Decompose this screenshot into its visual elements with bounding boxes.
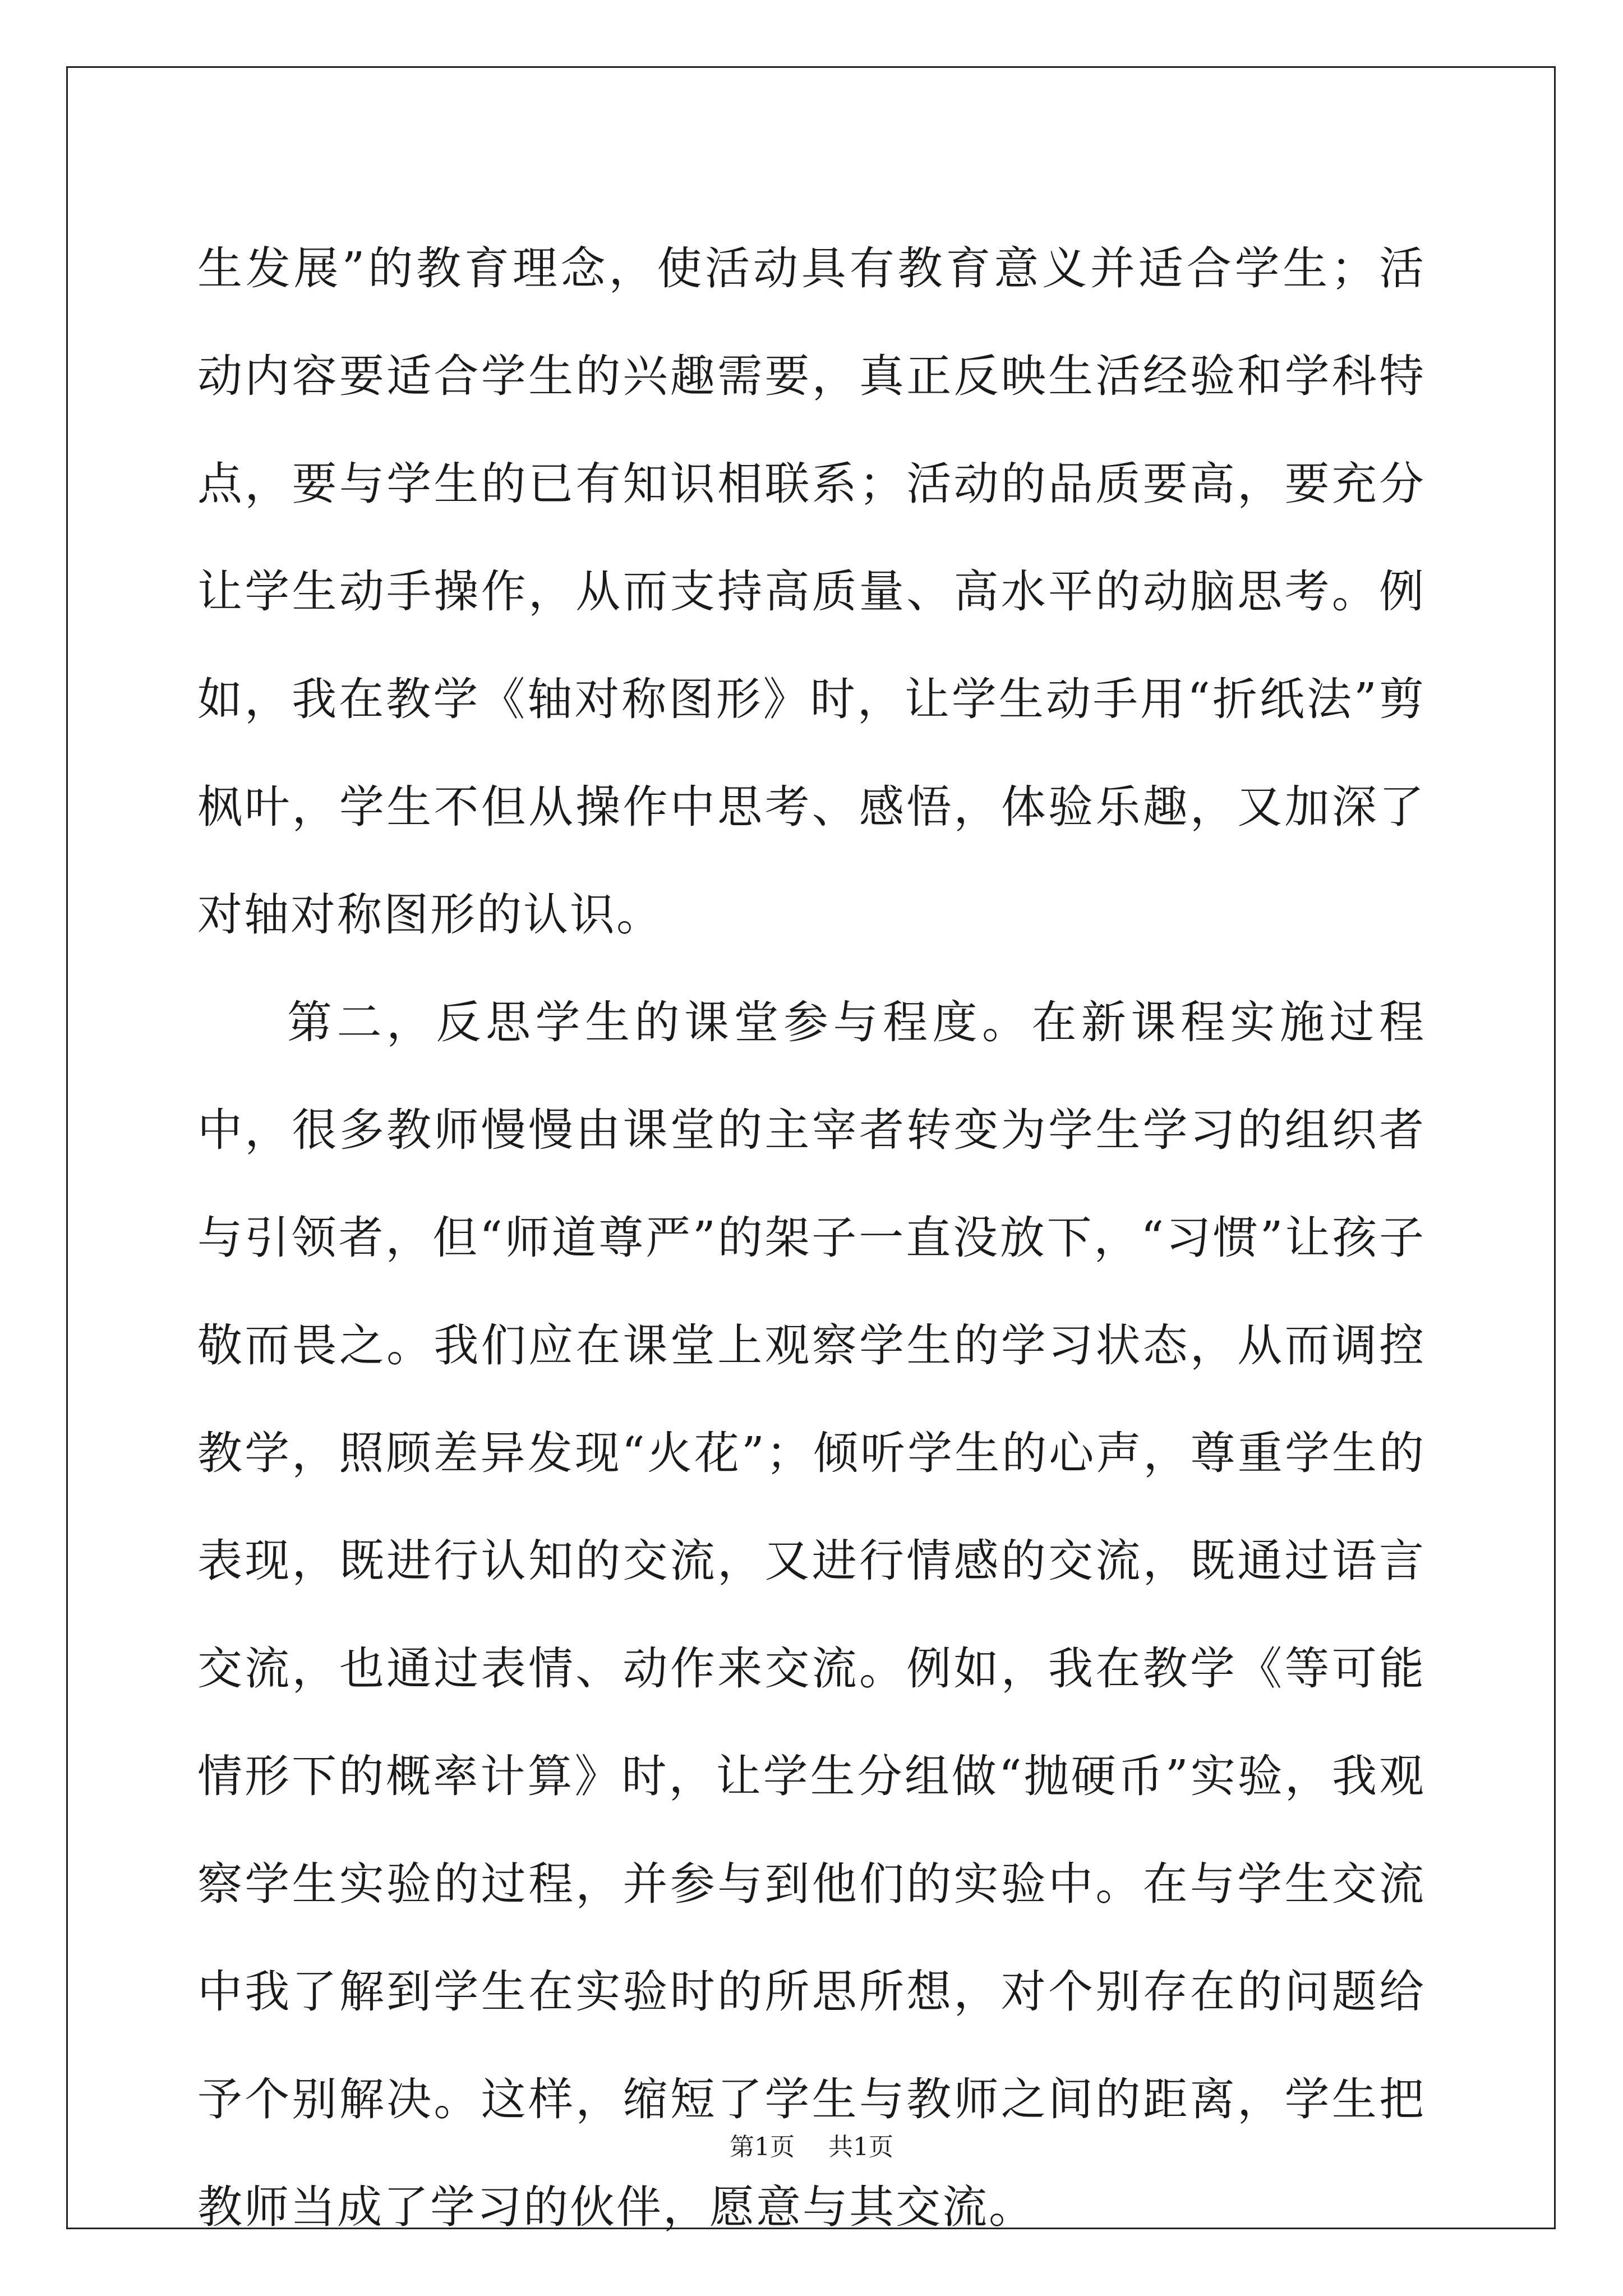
page-footer (0, 2131, 1623, 2164)
page-total: 共1页 (828, 2133, 893, 2161)
paragraph-1: 生发展”的教育理念，使活动具有教育意义并适合学生；活动内容要适合学生的兴趣需要，真正反映生活经验和学科特点，要与学生的已有知识相联系；活动的品质要高，要充分让学生动手操作，从而支持高质量、高水平的动脑思考。例如，我在教学《轴对称图形》时，让学生动手用“折纸法”剪枫叶，学生不但从操作中思考、感悟，体验乐趣，又加深了对轴对称图形的认识。 (197, 242, 1426, 941)
page-number: 第1页 (730, 2133, 795, 2161)
document-body (197, 215, 1426, 2261)
paragraph-2: 第二，反思学生的课堂参与程度。在新课程实施过程中，很多教师慢慢由课堂的主宰者转变为学生学习的组织者与引领者，但“师道尊严”的架子一直没放下，“习惯”让孩子敬而畏之。我们应在课堂上观察学生的学习状态，从而调控教学，照顾差异发现“火花”；倾听学生的心声，尊重学生的表现，既进行认知的交流，又进行情感的交流，既通过语言交流，也通过表情、动作来交流。例如，我在教学《等可能情形下的概率计算》时，让学生分组做“抛硬币”实验，我观察学生实验的过程，并参与到他们的实验中。在与学生交流中我了解到学生在实验时的所思所想，对个别存在的问题给予个别解决。这样，缩短了学生与教师之间的距离，学生把教师当成了学习的伙伴，愿意与其交流。 (197, 996, 1426, 2233)
